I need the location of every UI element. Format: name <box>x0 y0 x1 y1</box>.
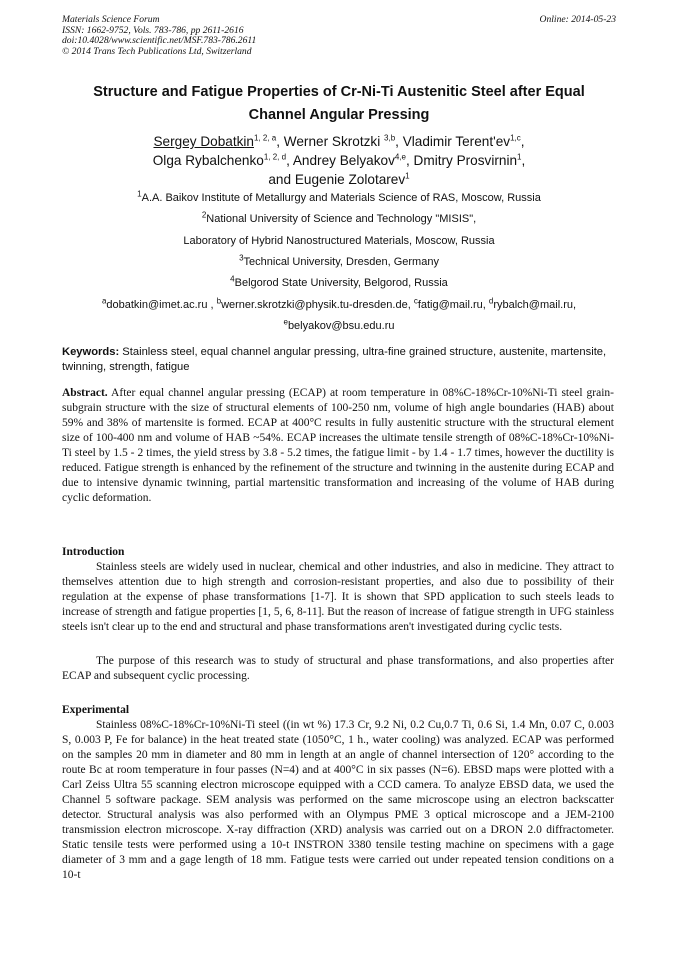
introduction-paragraph-1: Stainless steels are widely used in nuclear, chemical and other industries, and also in medicine. They attract to themselves attention due to high strength and corrosion-resistant properties, and also due to possibility of their regulation at the expense of phase transformations [1-7]. It is shown that SPD application to such steels leads to increase of strength and fatigue properties [1, 5, 6, 8-11]. But the reason of increase of fatigue strength in UFG stainless steels isn't clear up to the end and structural and phase transformations aren't investigated during cyclic tests. <box>62 561 614 633</box>
issn-line: ISSN: 1662-9752, Vols. 783-786, pp 2611-2616 <box>62 24 244 36</box>
author-line-2: Olga Rybalchenko$^{1, 2, d}$, Andrey Belyakov$^{4,e}$, Dmitry Prosvirnin$^1$, <box>152 152 526 168</box>
keywords <box>62 345 614 374</box>
affiliation-2-lab: Laboratory of Hybrid Nanostructured Materials, Moscow, Russia <box>183 235 495 247</box>
email-d[interactable]: rybalch@mail.ru, <box>493 299 577 311</box>
paper-title <box>40 81 638 127</box>
author-line-3: and Eugenie Zolotarev$^1$ <box>268 171 410 187</box>
keywords-text: Stainless steel, equal channel angular pressing, ultra-fine grained structure, austenite, martensite, twinning, strength, fatigue <box>62 346 607 373</box>
keywords-label: Keywords: <box>62 346 120 358</box>
experimental-paragraph-1: Stainless 08%C-18%Cr-10%Ni-Ti steel ((in wt %) 17.3 Cr, 9.2 Ni, 0.2 Cu,0.7 Ti, 0.6 Si, 1.4 Mn, 0.07 C, 0.003 S, 0.003 P, Fe for balance) in the heat treated state (1050°C, 1 h., water cooling) was analyzed. ECAP was performed on the samples 20 mm in diameter and 80 mm in length at an angle of channel intersection of 120° according to the route Bc at room temperature in four passes (N=4) and at 400°C in six passes (N=6). EBSD maps were plotted with a Carl Zeiss Ultra 55 scanning electron microscope equipped with a CCD camera. To analyze EBSD data, we used the Channel 5 software package. SEM analysis was performed on the same microscope using an electron backscatter detector. Structural analysis was also performed with an Olympus PME 3 optical microscope and a JEM-2100 transmission electron microscope. X-ray diffraction (XRD) analysis was carried out on a DRON 2.0 diffractometer. Static tensile tests were performed using a 10-t INSTRON 3380 tensile testing machine on specimens with a gage diameter of 3 mm and a gage length of 18 mm. Fatigue tests were carried out under repeated tension conditions on a 10-t <box>62 719 614 881</box>
journal-name: Materials Science Forum <box>62 14 160 25</box>
abstract-label: Abstract. <box>62 387 108 399</box>
author-list <box>40 132 638 189</box>
affiliation-3: $^3$Technical University, Dresden, Germany <box>239 253 439 268</box>
email-a[interactable]: dobatkin@imet.ac.ru , <box>106 299 217 311</box>
introduction-paragraph-2: The purpose of this research was to study of structural and phase transformations, and also properties after ECAP and subsequent cyclic processing. <box>62 655 614 682</box>
author-line-1: Sergey Dobatkin$^{1, 2, a}$, Werner Skrotzki $^{3,b}$, Vladimir Terent'ev$^{1,c}$, <box>153 133 525 149</box>
email-e[interactable]: belyakov@bsu.edu.ru <box>287 320 395 332</box>
email-line-2: $^e$belyakov@bsu.edu.ru <box>283 317 395 332</box>
title-line-2: Channel Angular Pressing <box>248 107 430 123</box>
doi-line: doi:10.4028/www.scientific.net/MSF.783-786.2611 <box>62 35 257 47</box>
abstract-text: After equal channel angular pressing (ECAP) at room temperature in 08%C-18%Cr-10%Ni-Ti steel grain-subgrain structure with the size of structural elements of 100-250 nm, volume of high angle boundaries (HAB) about 59% and 38% of martensite is formed. ECAP at 400°C results in fully austenitic structure with the structural element size of 100-400 nm and volume of HAB ~54%. ECAP increases the ultimate tensile strength of 08%C-18%Cr-10%Ni-Ti steel by 1.5 - 2 times, the yield stress by 3.8 - 5.2 times, the fatigue limit - by 1.4 - 1.7 times, however the ductility is reduced. Fatigue strength is enhanced by the refinement of the structure and twinning in the austenite during ECAP and due to intensive dynamic twinning, partial martensitic transformation and increasing of the volume of HAB during cyclic deformation. <box>62 387 614 504</box>
affiliation-4: $^4$Belgorod State University, Belgorod, Russia <box>230 274 448 289</box>
journal-header <box>62 15 616 57</box>
email-list: $^a$dobatkin@imet.ac.ru , $^b$werner.skrotzki@physik.tu-dresden.de, $^c$fatig@mail.ru, $^d$rybalch@mail.ru, <box>101 296 577 311</box>
introduction-heading: Introduction <box>62 546 125 558</box>
corresponding-author: Sergey Dobatkin <box>153 134 254 149</box>
title-line-1: Structure and Fatigue Properties of Cr-Ni-Ti Austenitic Steel after Equal <box>93 84 585 100</box>
abstract <box>62 386 614 506</box>
email-b[interactable]: werner.skrotzki@physik.tu-dresden.de, <box>221 299 414 311</box>
experimental-heading: Experimental <box>62 704 130 716</box>
email-c[interactable]: fatig@mail.ru, <box>417 299 489 311</box>
affiliation-1: $^1$A.A. Baikov Institute of Metallurgy and Materials Science of RAS, Moscow, Russia <box>137 189 541 204</box>
online-date: Online: 2014-05-23 <box>539 14 616 25</box>
affiliation-2: $^2$National University of Science and Technology "MISIS", <box>201 210 477 225</box>
copyright-line: © 2014 Trans Tech Publications Ltd, Switzerland <box>62 45 252 57</box>
